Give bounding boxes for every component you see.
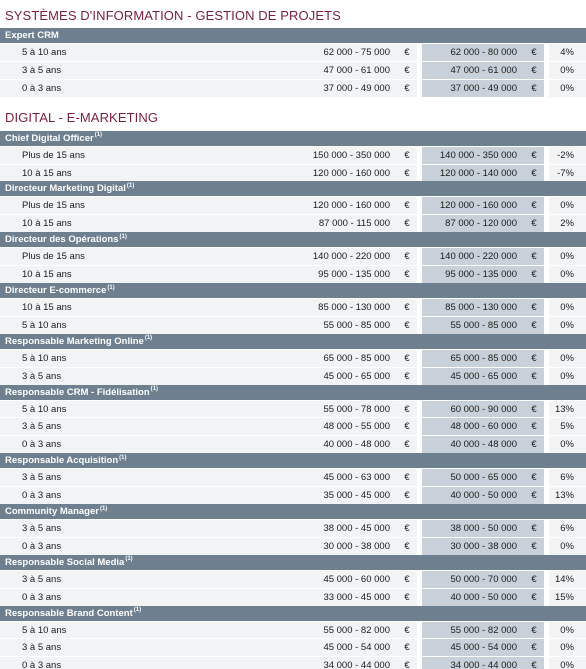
- currency-symbol: €: [404, 82, 410, 94]
- table-row: [0, 520, 586, 537]
- footnote-marker: (1): [125, 556, 133, 563]
- variation-value: 5%: [560, 421, 574, 433]
- table-row: [0, 248, 586, 265]
- experience-label: 5 à 10 ans: [22, 46, 67, 58]
- salary-range-2023: 38 000 - 45 000: [323, 522, 390, 534]
- job-title: Responsable Social Media: [5, 556, 125, 568]
- job-group-header: [0, 131, 586, 146]
- table-row: [0, 622, 586, 639]
- salary-range-2023: 37 000 - 49 000: [323, 82, 390, 94]
- currency-symbol: €: [524, 147, 544, 164]
- currency-symbol: €: [404, 200, 410, 212]
- salary-range-2023: 87 000 - 115 000: [318, 218, 390, 230]
- variation-value: 0%: [560, 439, 574, 451]
- footnote-marker: (1): [119, 454, 127, 461]
- footnote-marker: (1): [94, 132, 103, 139]
- experience-label: 10 à 15 ans: [22, 218, 72, 230]
- salary-range-2024: 95 000 - 135 000: [422, 266, 524, 283]
- currency-symbol: €: [524, 266, 544, 283]
- variation-value: 0%: [560, 200, 574, 212]
- salary-range-2023: 95 000 - 135 000: [318, 269, 390, 281]
- footnote-marker: (1): [107, 284, 115, 291]
- variation-value: 13%: [554, 403, 574, 415]
- currency-symbol: €: [404, 439, 410, 451]
- salary-range-2024: 38 000 - 50 000: [422, 520, 524, 537]
- variation-value: 13%: [554, 490, 574, 502]
- currency-symbol: €: [524, 469, 544, 486]
- variation-value: -7%: [557, 167, 574, 179]
- variation-value: 2%: [560, 218, 574, 230]
- table-row: [0, 368, 586, 385]
- currency-symbol: €: [404, 540, 410, 552]
- variation-value: 0%: [560, 540, 574, 552]
- currency-symbol: €: [524, 622, 544, 639]
- job-title: Community Manager: [5, 506, 99, 518]
- salary-range-2023: 120 000 - 160 000: [312, 167, 390, 179]
- job-title: Responsable CRM - Fidélisation: [5, 386, 150, 398]
- table-row: [0, 266, 586, 283]
- currency-symbol: €: [524, 589, 544, 606]
- currency-symbol: €: [524, 418, 544, 435]
- currency-symbol: €: [524, 299, 544, 316]
- table-row: [0, 317, 586, 334]
- currency-symbol: €: [404, 642, 410, 654]
- variation-value: 0%: [560, 64, 574, 76]
- footnote-marker: (1): [126, 182, 135, 189]
- variation-value: 0%: [560, 642, 574, 654]
- salary-range-2023: 33 000 - 45 000: [323, 591, 390, 603]
- salary-range-2024: 55 000 - 82 000: [422, 622, 524, 639]
- footnote-marker: (1): [144, 335, 153, 342]
- salary-range-2024: 120 000 - 140 000: [422, 165, 524, 182]
- currency-symbol: €: [404, 218, 410, 230]
- salary-range-2024: 37 000 - 49 000: [422, 80, 524, 97]
- currency-symbol: €: [404, 370, 410, 382]
- currency-symbol: €: [524, 657, 544, 669]
- currency-symbol: €: [524, 80, 544, 97]
- experience-label: Plus de 15 ans: [22, 149, 85, 161]
- currency-symbol: €: [404, 522, 410, 534]
- experience-label: 0 à 3 ans: [22, 591, 62, 603]
- salary-range-2024: 62 000 - 80 000: [422, 44, 524, 61]
- variation-value: 0%: [560, 660, 574, 669]
- table-row: [0, 147, 586, 164]
- job-group: [0, 453, 586, 504]
- job-group: [0, 131, 586, 182]
- experience-label: Plus de 15 ans: [22, 251, 85, 263]
- currency-symbol: €: [404, 251, 410, 263]
- table-row: [0, 62, 586, 79]
- currency-symbol: €: [404, 421, 410, 433]
- job-group-header: [0, 181, 586, 196]
- variation-value: 0%: [560, 352, 574, 364]
- salary-range-2024: 47 000 - 61 000: [422, 62, 524, 79]
- variation-value: 4%: [560, 46, 574, 58]
- currency-symbol: €: [524, 401, 544, 418]
- footnote-marker: (1): [133, 607, 142, 614]
- section-title: DIGITAL - E-MARKETING: [5, 110, 159, 126]
- currency-symbol: €: [404, 46, 410, 58]
- salary-range-2023: 45 000 - 60 000: [323, 573, 390, 585]
- experience-label: 10 à 15 ans: [22, 167, 72, 179]
- job-group: [0, 334, 586, 385]
- variation-value: 0%: [560, 82, 574, 94]
- table-row: [0, 350, 586, 367]
- salary-range-2024: 140 000 - 350 000: [422, 147, 524, 164]
- experience-label: 0 à 3 ans: [22, 490, 62, 502]
- currency-symbol: €: [404, 301, 410, 313]
- job-title: Chief Digital Officer: [5, 132, 94, 144]
- currency-symbol: €: [404, 624, 410, 636]
- job-group: [0, 232, 586, 283]
- salary-range-2024: 85 000 - 130 000: [422, 299, 524, 316]
- job-title: Responsable Marketing Online: [5, 335, 144, 347]
- variation-value: 0%: [560, 301, 574, 313]
- salary-range-2023: 85 000 - 130 000: [318, 301, 390, 313]
- currency-symbol: €: [524, 436, 544, 453]
- salary-range-2023: 34 000 - 44 000: [323, 660, 390, 669]
- salary-range-2024: 55 000 - 85 000: [422, 317, 524, 334]
- salary-range-2024: 40 000 - 50 000: [422, 487, 524, 504]
- variation-value: 0%: [560, 319, 574, 331]
- variation-value: 6%: [560, 472, 574, 484]
- salary-range-2024: 34 000 - 44 000: [422, 657, 524, 669]
- table-row: [0, 80, 586, 97]
- currency-symbol: €: [524, 62, 544, 79]
- experience-label: 5 à 10 ans: [22, 319, 67, 331]
- job-group: [0, 385, 586, 454]
- table-row: [0, 418, 586, 435]
- variation-value: -2%: [557, 149, 574, 161]
- currency-symbol: €: [404, 269, 410, 281]
- footnote-marker: (1): [119, 233, 127, 240]
- currency-symbol: €: [524, 538, 544, 555]
- job-group-header: [0, 28, 586, 43]
- currency-symbol: €: [404, 472, 410, 484]
- job-group-header: [0, 555, 586, 570]
- job-group: [0, 283, 586, 334]
- job-group-header: [0, 232, 586, 247]
- salary-range-2023: 120 000 - 160 000: [312, 200, 390, 212]
- table-row: [0, 215, 586, 232]
- currency-symbol: €: [404, 64, 410, 76]
- salary-range-2023: 45 000 - 65 000: [323, 370, 390, 382]
- currency-symbol: €: [404, 490, 410, 502]
- currency-symbol: €: [404, 573, 410, 585]
- salary-range-2023: 140 000 - 220 000: [312, 251, 390, 263]
- salary-range-2024: 50 000 - 70 000: [422, 571, 524, 588]
- salary-range-2023: 30 000 - 38 000: [323, 540, 390, 552]
- experience-label: 0 à 3 ans: [22, 82, 62, 94]
- salary-range-2024: 140 000 - 220 000: [422, 248, 524, 265]
- experience-label: 5 à 10 ans: [22, 403, 67, 415]
- salary-range-2023: 40 000 - 48 000: [323, 439, 390, 451]
- experience-label: 5 à 10 ans: [22, 624, 67, 636]
- experience-label: 3 à 5 ans: [22, 64, 62, 76]
- salary-range-2024: 45 000 - 54 000: [422, 639, 524, 656]
- experience-label: 10 à 15 ans: [22, 269, 72, 281]
- salary-range-2024: 65 000 - 85 000: [422, 350, 524, 367]
- job-group-header: [0, 334, 586, 349]
- salary-range-2023: 65 000 - 85 000: [323, 352, 390, 364]
- salary-range-2024: 60 000 - 90 000: [422, 401, 524, 418]
- currency-symbol: €: [524, 44, 544, 61]
- table-row: [0, 436, 586, 453]
- salary-range-2023: 55 000 - 82 000: [323, 624, 390, 636]
- footnote-marker: (1): [150, 386, 158, 393]
- experience-label: Plus de 15 ans: [22, 200, 85, 212]
- currency-symbol: €: [404, 319, 410, 331]
- currency-symbol: €: [524, 639, 544, 656]
- experience-label: 0 à 3 ans: [22, 540, 62, 552]
- experience-label: 3 à 5 ans: [22, 472, 62, 484]
- salary-range-2024: 120 000 - 160 000: [422, 197, 524, 214]
- variation-value: 0%: [560, 269, 574, 281]
- job-title: Expert CRM: [5, 30, 59, 41]
- currency-symbol: €: [524, 520, 544, 537]
- salary-range-2024: 40 000 - 50 000: [422, 589, 524, 606]
- job-title: Directeur des Opérations: [5, 234, 119, 246]
- experience-label: 3 à 5 ans: [22, 573, 62, 585]
- salary-range-2023: 45 000 - 54 000: [323, 642, 390, 654]
- job-group: [0, 606, 586, 669]
- salary-range-2024: 48 000 - 60 000: [422, 418, 524, 435]
- table-row: [0, 487, 586, 504]
- salary-range-2023: 55 000 - 78 000: [323, 403, 390, 415]
- table-row: [0, 299, 586, 316]
- salary-range-2024: 40 000 - 48 000: [422, 436, 524, 453]
- experience-label: 3 à 5 ans: [22, 421, 62, 433]
- footnote-marker: (1): [99, 505, 108, 512]
- salary-range-2024: 50 000 - 65 000: [422, 469, 524, 486]
- variation-value: 15%: [554, 591, 574, 603]
- currency-symbol: €: [524, 165, 544, 182]
- variation-value: 14%: [554, 573, 574, 585]
- currency-symbol: €: [524, 248, 544, 265]
- salary-range-2024: 87 000 - 120 000: [422, 215, 524, 232]
- section-title: SYSTÈMES D'INFORMATION - GESTION DE PROJETS: [5, 7, 341, 23]
- currency-symbol: €: [524, 317, 544, 334]
- table-row: [0, 44, 586, 61]
- currency-symbol: €: [404, 591, 410, 603]
- variation-value: 0%: [560, 624, 574, 636]
- job-group: [0, 181, 586, 232]
- job-group-header: [0, 453, 586, 468]
- table-row: [0, 401, 586, 418]
- table-row: [0, 197, 586, 214]
- job-title: Responsable Brand Content: [5, 607, 133, 619]
- experience-label: 0 à 3 ans: [22, 660, 62, 669]
- currency-symbol: €: [404, 149, 410, 161]
- currency-symbol: €: [524, 487, 544, 504]
- experience-label: 3 à 5 ans: [22, 522, 62, 534]
- job-group-header: [0, 385, 586, 400]
- salary-range-2023: 35 000 - 45 000: [323, 490, 390, 502]
- currency-symbol: €: [404, 660, 410, 669]
- experience-label: 3 à 5 ans: [22, 370, 62, 382]
- variation-value: 0%: [560, 370, 574, 382]
- job-group: [0, 555, 586, 606]
- currency-symbol: €: [524, 368, 544, 385]
- experience-label: 0 à 3 ans: [22, 439, 62, 451]
- currency-symbol: €: [404, 403, 410, 415]
- table-row: [0, 639, 586, 656]
- job-title: Directeur E-commerce: [5, 285, 107, 297]
- currency-symbol: €: [404, 352, 410, 364]
- table-row: [0, 165, 586, 182]
- job-title: Responsable Acquisition: [5, 455, 119, 467]
- variation-value: 0%: [560, 251, 574, 263]
- table-row: [0, 469, 586, 486]
- currency-symbol: €: [524, 350, 544, 367]
- experience-label: 5 à 10 ans: [22, 352, 67, 364]
- job-group: [0, 504, 586, 555]
- salary-range-2023: 150 000 - 350 000: [312, 149, 390, 161]
- table-row: [0, 589, 586, 606]
- salary-range-2023: 48 000 - 55 000: [323, 421, 390, 433]
- salary-range-2024: 30 000 - 38 000: [422, 538, 524, 555]
- table-row: [0, 657, 586, 669]
- job-group-header: [0, 283, 586, 298]
- job-title: Directeur Marketing Digital: [5, 183, 126, 195]
- job-group-header: [0, 504, 586, 519]
- currency-symbol: €: [524, 197, 544, 214]
- salary-range-2023: 62 000 - 75 000: [323, 46, 390, 58]
- currency-symbol: €: [524, 215, 544, 232]
- salary-range-2023: 45 000 - 63 000: [323, 472, 390, 484]
- variation-value: 6%: [560, 522, 574, 534]
- table-row: [0, 538, 586, 555]
- experience-label: 3 à 5 ans: [22, 642, 62, 654]
- salary-range-2024: 45 000 - 65 000: [422, 368, 524, 385]
- currency-symbol: €: [404, 167, 410, 179]
- currency-symbol: €: [524, 571, 544, 588]
- job-group-header: [0, 606, 586, 621]
- salary-range-2023: 47 000 - 61 000: [323, 64, 390, 76]
- table-row: [0, 571, 586, 588]
- experience-label: 10 à 15 ans: [22, 301, 72, 313]
- job-group: [0, 28, 586, 97]
- salary-range-2023: 55 000 - 85 000: [323, 319, 390, 331]
